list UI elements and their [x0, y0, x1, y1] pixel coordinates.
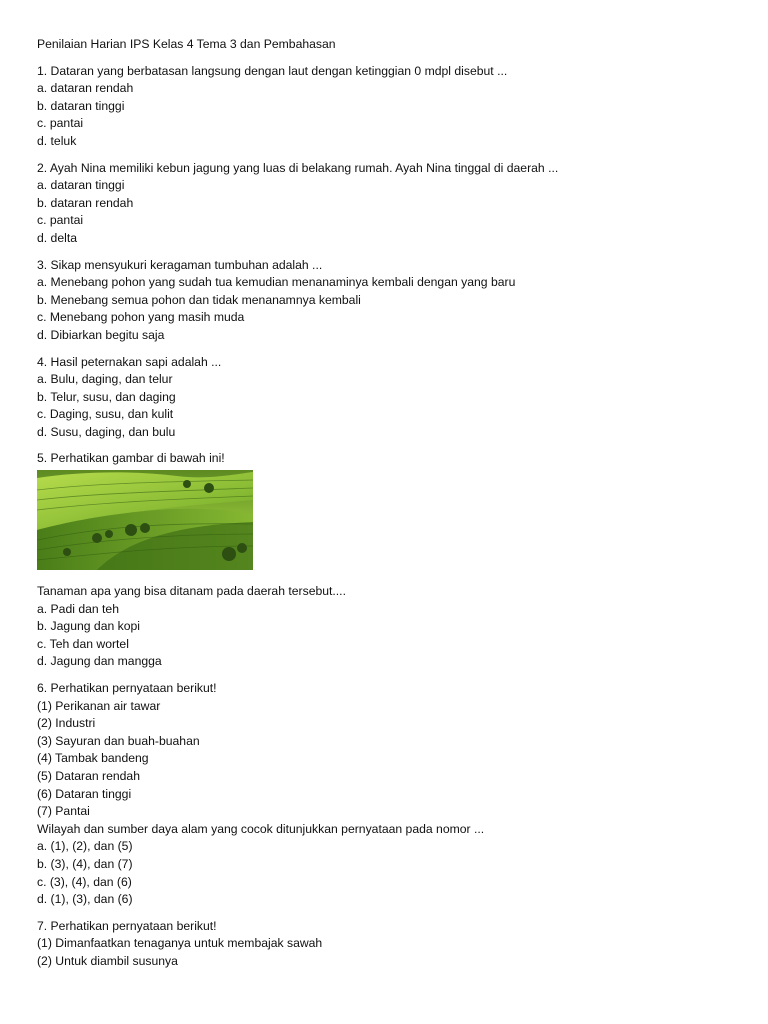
option-b: b. Jagung dan kopi [37, 619, 140, 634]
question-text: 7. Perhatikan pernyataan berikut! [37, 918, 217, 933]
question-text: 2. Ayah Nina memiliki kebun jagung yang luas di belakang rumah. Ayah Nina tinggal di daerah ... [37, 160, 559, 175]
option-c: c. pantai [37, 213, 84, 228]
statement-2: (2) Industri [37, 716, 96, 731]
option-d: d. Dibiarkan begitu saja [37, 327, 165, 342]
option-c: c. Daging, susu, dan kulit [37, 407, 174, 422]
option-c: c. Menebang pohon yang masih muda [37, 310, 245, 325]
question-5 [37, 450, 768, 671]
question-1 [37, 63, 768, 151]
tea-plantation-image [37, 470, 253, 570]
option-a: a. dataran tinggi [37, 178, 125, 193]
statement-1: (1) Perikanan air tawar [37, 698, 161, 713]
statement-2: (2) Untuk diambil susunya [37, 953, 178, 968]
question-text: 4. Hasil peternakan sapi adalah ... [37, 354, 222, 369]
question-text: 3. Sikap mensyukuri keragaman tumbuhan adalah ... [37, 257, 323, 272]
option-b: b. dataran tinggi [37, 98, 125, 113]
option-d: d. (1), (3), dan (6) [37, 892, 133, 907]
statement-3: (3) Sayuran dan buah-buahan [37, 733, 200, 748]
question-3 [37, 257, 768, 345]
statement-5: (5) Dataran rendah [37, 769, 140, 783]
document-title: Penilaian Harian IPS Kelas 4 Tema 3 dan Pembahasan [37, 37, 336, 51]
question-7 [37, 918, 768, 971]
option-a: a. Bulu, daging, dan telur [37, 372, 173, 387]
option-b: b. Telur, susu, dan daging [37, 389, 176, 404]
option-b: b. Menebang semua pohon dan tidak menanamnya kembali [37, 292, 361, 307]
option-b: b. (3), (4), dan (7) [37, 856, 133, 871]
question-prompt: Tanaman apa yang bisa ditanam pada daerah tersebut.... [37, 584, 346, 599]
option-a: a. Menebang pohon yang sudah tua kemudian menanaminya kembali dengan yang baru [37, 275, 516, 290]
statement-1: (1) Dimanfaatkan tenaganya untuk membajak sawah [37, 936, 323, 951]
question-text: 6. Perhatikan pernyataan berikut! [37, 681, 217, 696]
option-c: c. (3), (4), dan (6) [37, 874, 132, 889]
option-d: d. delta [37, 230, 77, 245]
statement-6: (6) Dataran tinggi [37, 786, 132, 801]
option-a: a. dataran rendah [37, 81, 134, 96]
question-2 [37, 160, 768, 248]
option-a: a. Padi dan teh [37, 601, 119, 616]
statement-7: (7) Pantai [37, 804, 90, 819]
question-6 [37, 680, 768, 909]
question-4 [37, 354, 768, 442]
option-c: c. pantai [37, 116, 84, 131]
option-d: d. Susu, daging, dan bulu [37, 424, 176, 439]
question-text: 5. Perhatikan gambar di bawah ini! [37, 451, 225, 466]
option-b: b. dataran rendah [37, 195, 134, 210]
question-prompt: Wilayah dan sumber daya alam yang cocok ditunjukkan pernyataan pada nomor ... [37, 821, 485, 836]
option-c: c. Teh dan wortel [37, 636, 129, 651]
question-text: 1. Dataran yang berbatasan langsung dengan laut dengan ketinggian 0 mdpl disebut ... [37, 63, 508, 78]
option-d: d. Jagung dan mangga [37, 654, 162, 669]
option-a: a. (1), (2), dan (5) [37, 839, 133, 854]
statement-4: (4) Tambak bandeng [37, 751, 149, 766]
option-d: d. teluk [37, 133, 77, 148]
